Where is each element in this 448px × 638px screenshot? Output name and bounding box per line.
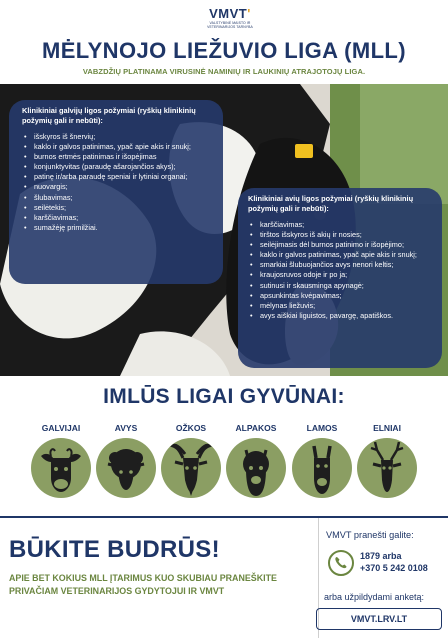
alert-title: BŪKITE BUDRŪS!: [9, 536, 220, 563]
cattle-signs-card: [9, 100, 223, 284]
logo-accent-mark: ': [247, 6, 251, 21]
list-item: • kaklo ir galvos patinimas, ypač apie akis ir snukį;: [248, 250, 432, 260]
logo-wordmark: VMVT': [209, 6, 251, 21]
goat-icon: [161, 438, 221, 498]
list-item: • tirštos išskyros iš akių ir nosies;: [248, 230, 432, 240]
list-item: • karščiavimas;: [248, 220, 432, 230]
list-item: • konjunktyvitas (paraudę ašarojančios akys);: [22, 162, 211, 172]
list-item: • šlubavimas;: [22, 193, 211, 203]
alpaca-icon: [226, 438, 286, 498]
animal-label-alpacas: ALPAKOS: [235, 423, 277, 433]
list-item: • seilėtekis;: [22, 203, 211, 213]
sheep-signs-list: [248, 220, 432, 321]
sheep-icon: [96, 438, 156, 498]
list-item: • karščiavimas;: [22, 213, 211, 223]
llama-icon: [292, 438, 352, 498]
page-title: MĖLYNOJO LIEŽUVIO LIGA (MLL): [41, 38, 407, 63]
page-subtitle: VABZDŽIŲ PLATINAMA VIRUSINĖ NAMINIŲ IR LAUKINIŲ ATRAJOTOJŲ LIGA.: [82, 67, 366, 76]
list-item: • smarkiai šlubuojančios avys nenori keltis;: [248, 260, 432, 270]
cow-icon: [31, 438, 91, 498]
website-link[interactable]: VMVT.LRV.LT: [316, 608, 442, 630]
list-item: • nuovargis;: [22, 182, 211, 192]
cattle-signs-list: [22, 132, 211, 233]
sheep-signs-heading: Klinikiniai avių ligos požymiai (ryškių klinikinių požymių gali ir nebūti):: [248, 194, 414, 213]
list-item: • kaklo ir galvos patinimas, ypač apie akis ir snukį;: [22, 142, 211, 152]
sheep-signs-card: [238, 188, 442, 368]
animal-label-cattle: GALVIJAI: [41, 423, 81, 433]
bottom-divider: [0, 516, 448, 518]
alert-text: APIE BET KOKIUS MLL ĮTARIMUS KUO SKUBIAU PRANEŠKITE PRIVAČIAM VETERINARIJOS GYDYTOJUI IR VMVT: [9, 573, 277, 596]
form-label: arba užpildydami anketą:: [324, 592, 425, 602]
report-title: VMVT pranešti galite:: [326, 530, 414, 540]
vmvt-logo: [195, 6, 265, 32]
list-item: • išskyros iš šnervių;: [22, 132, 211, 142]
list-item: • sumažėję primilžiai.: [22, 223, 211, 233]
animal-label-llamas: LAMOS: [306, 423, 338, 433]
list-item: • seilėjimasis dėl burnos patinimo ir išopėjimo;: [248, 240, 432, 250]
animal-label-deer: ELNIAI: [373, 423, 401, 433]
list-item: • avys aiškiai liguistos, pavargę, apatiškos.: [248, 311, 432, 321]
list-item: • mėlynas liežuvis;: [248, 301, 432, 311]
animals-section-title: IMLŪS LIGAI GYVŪNAI:: [103, 385, 345, 408]
phone-numbers: [360, 550, 428, 574]
list-item: • kraujosruvos odoje ir po ja;: [248, 270, 432, 280]
phone-short-number[interactable]: 1879 arba: [360, 551, 402, 561]
list-item: • patinę ir/arba paraudę speniai ir lytiniai organai;: [22, 172, 211, 182]
logo-subtitle: VALSTYBINĖ MAISTO IR VETERINARIJOS TARNYBA: [207, 21, 253, 29]
deer-icon: [357, 438, 417, 498]
animal-label-sheep: AVYS: [114, 423, 138, 433]
list-item: • sutinusi ir skausminga apynagė;: [248, 281, 432, 291]
phone-icon: [328, 550, 354, 576]
animal-label-goats: OŽKOS: [175, 423, 207, 433]
list-item: • burnos ertmės patinimas ir išopėjimas: [22, 152, 211, 162]
phone-full-number[interactable]: +370 5 242 0108: [360, 563, 428, 573]
cattle-signs-heading: Klinikiniai galvijų ligos požymiai (ryškių klinikinių požymių gali ir nebūti):: [22, 106, 196, 125]
list-item: • apsunkintas kvėpavimas;: [248, 291, 432, 301]
